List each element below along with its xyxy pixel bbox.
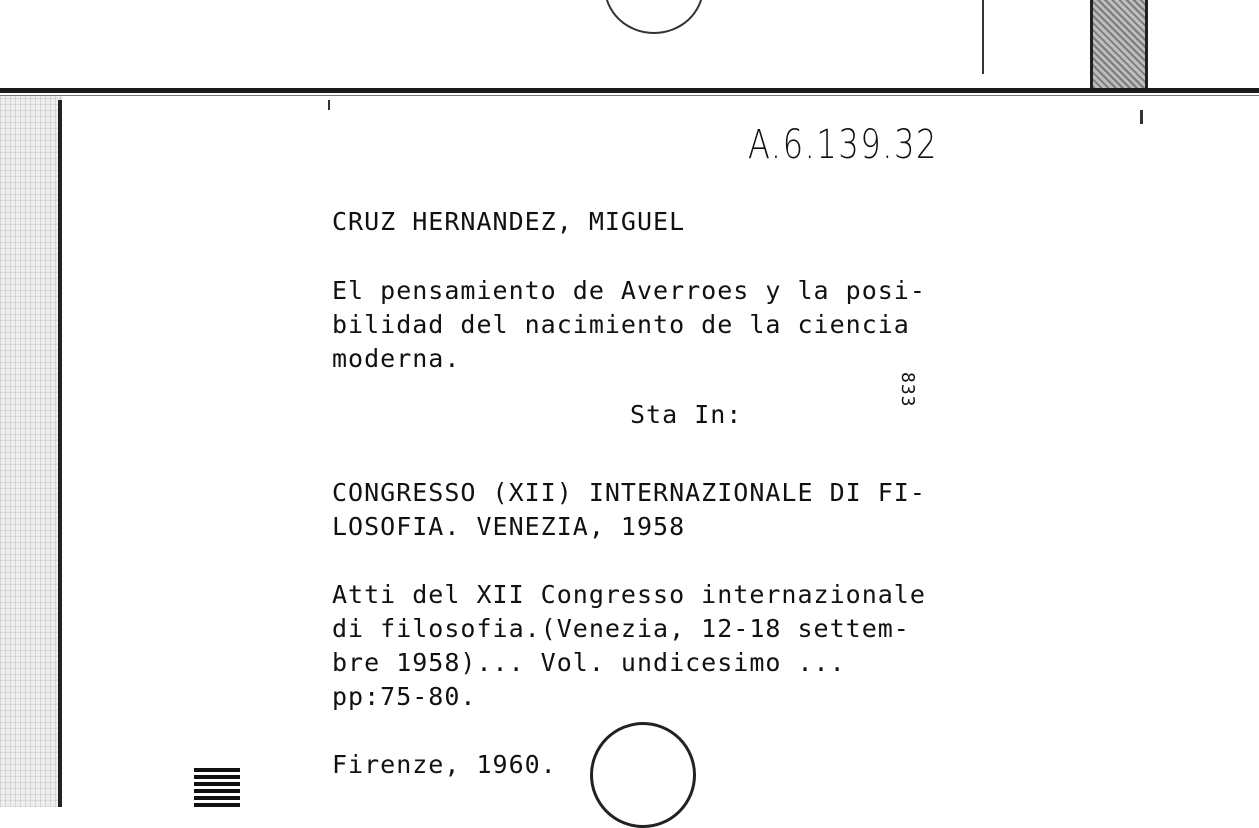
card-top-rule-thin bbox=[0, 95, 1259, 96]
scan-noise-bottom bbox=[194, 767, 240, 807]
proceedings-line: di filosofia.(Venezia, 12-18 settem- bbox=[332, 614, 910, 643]
scan-noise-top bbox=[1090, 0, 1148, 88]
scan-tick bbox=[328, 100, 330, 110]
punch-hole-bottom bbox=[590, 722, 696, 828]
proceedings-line: pp:75-80. bbox=[332, 682, 477, 711]
top-divider bbox=[982, 0, 984, 74]
scan-tick bbox=[1140, 110, 1143, 124]
author-name: CRUZ HERNANDEZ, MIGUEL bbox=[332, 207, 686, 236]
title-line: moderna. bbox=[332, 344, 461, 373]
proceedings-line: bre 1958)... Vol. undicesimo ... bbox=[332, 648, 846, 677]
congress-line: LOSOFIA. VENEZIA, 1958 bbox=[332, 512, 686, 541]
imprint: Firenze, 1960. bbox=[332, 750, 557, 779]
shelfmark: A.6.139.32 bbox=[748, 122, 938, 168]
proceedings-line: Atti del XII Congresso internazionale bbox=[332, 580, 926, 609]
title-line: El pensamiento de Averroes y la posi- bbox=[332, 276, 926, 305]
punch-hole-top bbox=[604, 0, 704, 34]
card-top-rule bbox=[0, 88, 1259, 93]
congress-line: CONGRESSO (XII) INTERNAZIONALE DI FI- bbox=[332, 478, 926, 507]
card-left-edge bbox=[58, 100, 62, 807]
side-number: 833 bbox=[897, 372, 918, 408]
see-in-label: Sta In: bbox=[630, 400, 743, 429]
title-line: bilidad del nacimiento de la ciencia bbox=[332, 310, 910, 339]
scan-noise-left bbox=[0, 95, 62, 807]
